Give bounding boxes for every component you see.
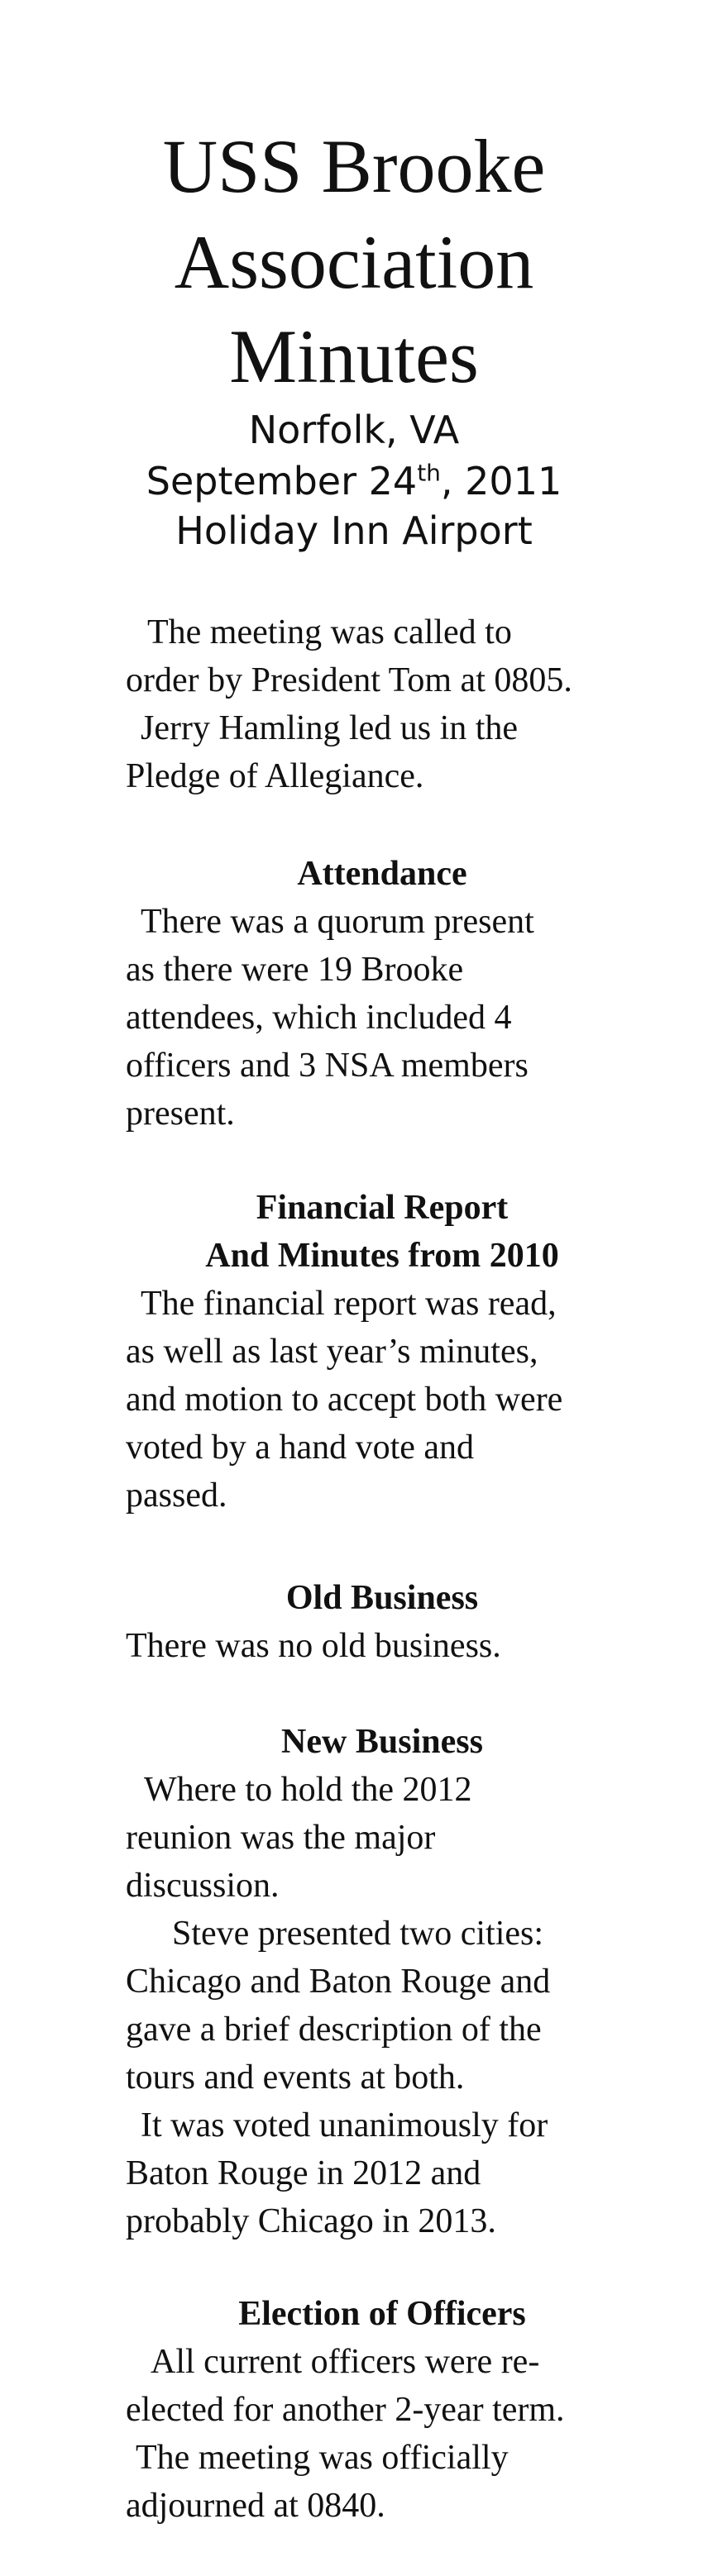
attendance-line: attendees, which included 4 (126, 999, 512, 1037)
election-paragraph (126, 2338, 639, 2530)
financial-line: passed. (126, 1476, 227, 1515)
election-line: elected for another 2-year term. (126, 2391, 565, 2429)
new-business-line: reunion was the major (126, 1819, 436, 1857)
election-line: adjourned at 0840. (126, 2487, 385, 2525)
attendance-line: present. (126, 1095, 235, 1133)
new-business-line: gave a brief description of the (126, 2011, 542, 2049)
attendance-line: There was a quorum present (141, 903, 534, 941)
financial-paragraph (126, 1280, 639, 1519)
opening-line: order by President Tom at 0805. (126, 661, 572, 699)
new-business-line: discussion. (126, 1867, 280, 1905)
title-line-2: Association (174, 220, 534, 304)
opening-line: The meeting was called to (147, 613, 512, 651)
attendance-heading: Attendance (297, 855, 467, 893)
new-business-line: Baton Rouge in 2012 and (126, 2154, 481, 2192)
financial-line: as well as last year’s minutes, (126, 1333, 538, 1371)
new-business-heading: New Business (281, 1723, 483, 1761)
financial-line: The financial report was read, (141, 1285, 557, 1323)
new-business-line: tours and events at both. (126, 2058, 465, 2097)
venue: Holiday Inn Airport (175, 508, 533, 553)
election-heading: Election of Officers (238, 2295, 526, 2333)
new-business-line: Where to hold the 2012 (144, 1771, 472, 1809)
financial-line: voted by a hand vote and (126, 1429, 475, 1467)
opening-paragraph (126, 608, 639, 800)
title-line-3: Minutes (229, 314, 479, 398)
new-business-line: It was voted unanimously for (141, 2106, 548, 2144)
opening-line: Jerry Hamling led us in the (141, 709, 519, 747)
election-line: The meeting was officially (136, 2439, 509, 2477)
opening-line: Pledge of Allegiance. (126, 757, 424, 795)
financial-heading-line-1: Financial Report (256, 1189, 509, 1227)
election-line: All current officers were re- (151, 2343, 540, 2381)
old-business-heading: Old Business (285, 1579, 479, 1617)
title-line-1: USS Brooke (162, 124, 546, 208)
financial-heading-line-2: And Minutes from 2010 (205, 1237, 559, 1275)
meeting-date: September 24th, 2011 (146, 459, 562, 503)
attendance-line: as there were 19 Brooke (126, 951, 464, 989)
new-business-line: Chicago and Baton Rouge and (126, 1963, 551, 2001)
financial-line: and motion to accept both were (126, 1381, 563, 1419)
new-business-line: Steve presented two cities: (172, 1915, 544, 1953)
new-business-paragraph (126, 1766, 639, 2245)
old-business-line: There was no old business. (126, 1627, 501, 1665)
attendance-line: officers and 3 NSA members (126, 1047, 529, 1085)
new-business-line: probably Chicago in 2013. (126, 2202, 496, 2240)
old-business-paragraph (126, 1622, 639, 1670)
attendance-paragraph (126, 898, 639, 1138)
location: Norfolk, VA (248, 408, 460, 452)
